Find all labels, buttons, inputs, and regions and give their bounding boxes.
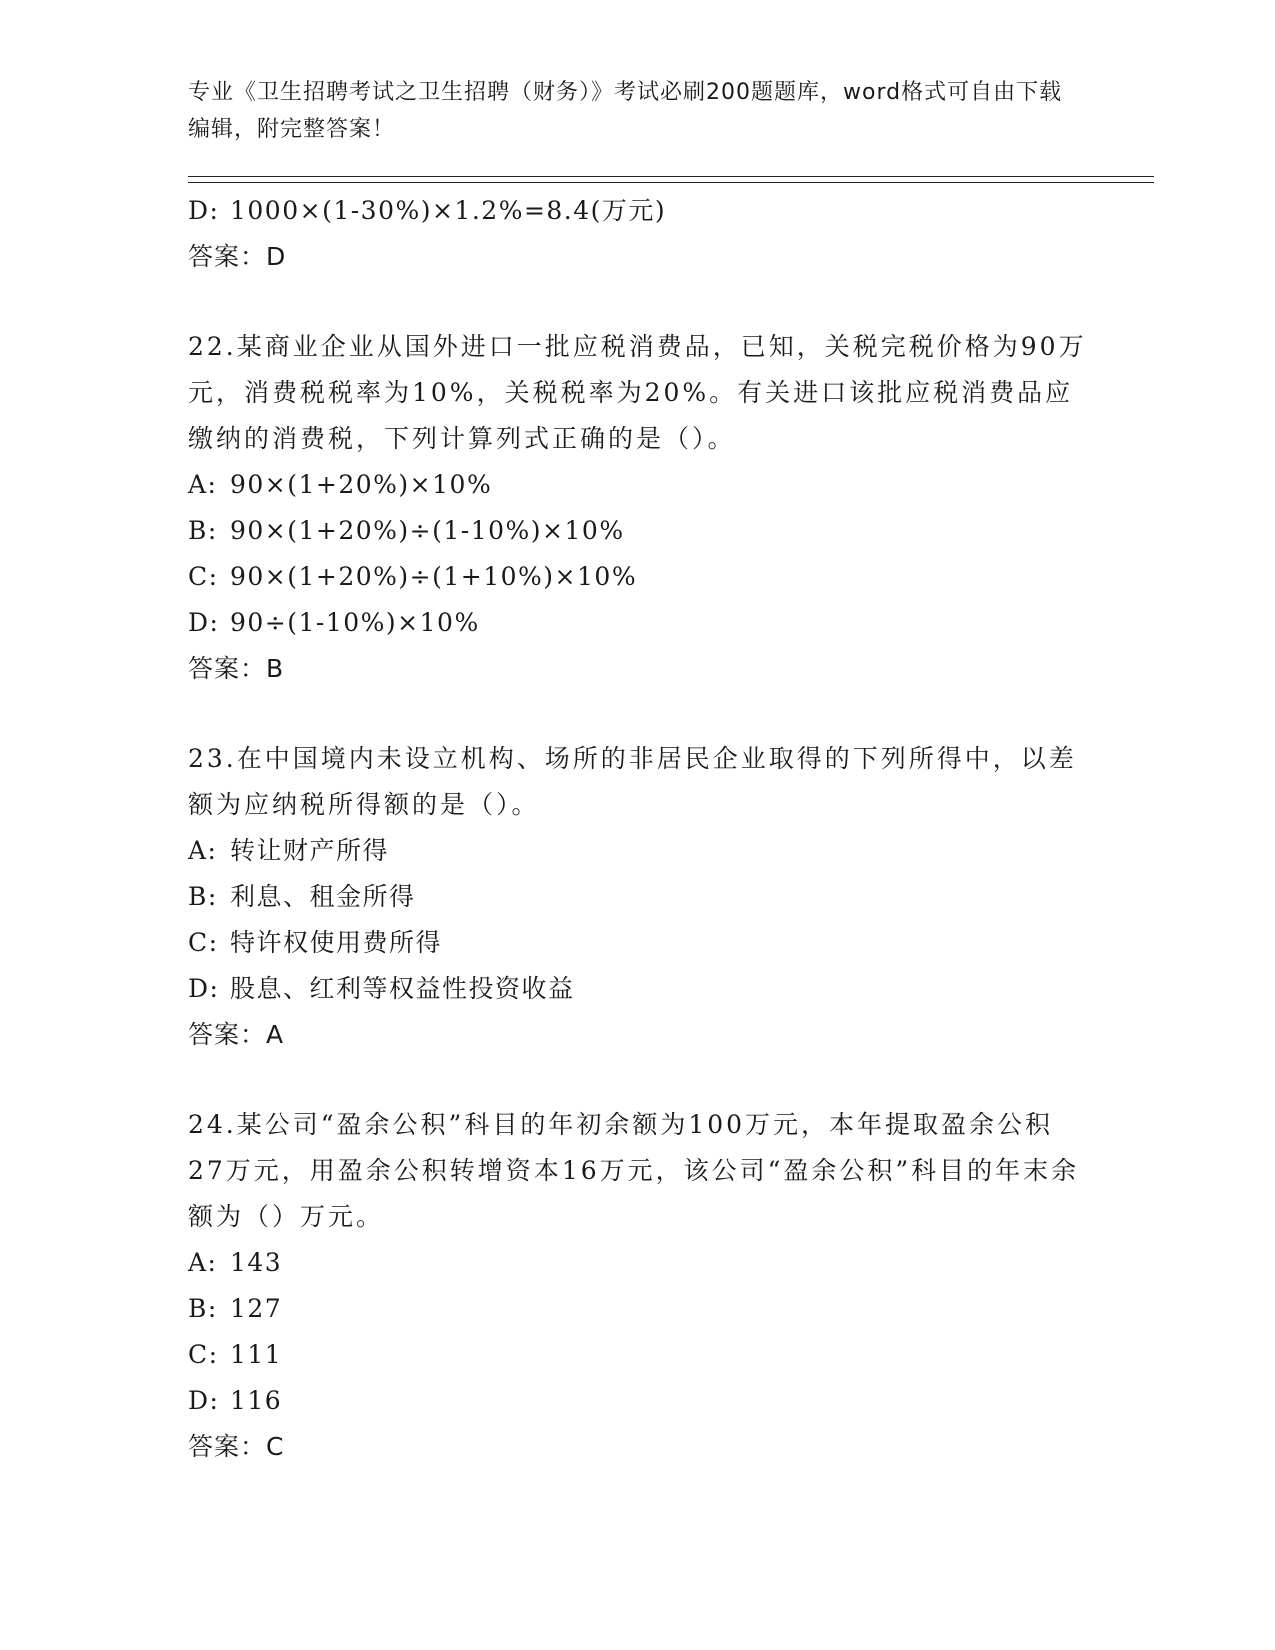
option-label: C: [188,562,219,591]
option-label: A: [188,836,218,865]
option-label: D: [188,1386,220,1415]
option-text: 90÷(1-10%)×10% [230,608,480,637]
option-a [188,1240,1088,1286]
option-text: 143 [230,1248,283,1277]
option-text: 90×(1+20%)÷(1-10%)×10% [230,516,625,545]
option-text: 111 [230,1340,283,1369]
option-label: D: [188,196,220,225]
option-label: A: [188,1248,218,1277]
option-label: D: [188,974,220,1003]
spacer [188,692,1088,736]
document-header: 专业《卫生招聘考试之卫生招聘（财务）》考试必刷200题题库，word格式可自由下载编辑，附完整答案！ [188,80,1063,142]
answer-line: 答案：D [188,242,287,271]
option-b [188,508,1088,554]
spacer [188,1058,1088,1102]
option-text: 116 [230,1386,283,1415]
option-label: C: [188,1340,219,1369]
option-b [188,874,1088,920]
option-text: 90×(1+20%)÷(1+10%)×10% [230,562,638,591]
option-c [188,1332,1088,1378]
option-b [188,1286,1088,1332]
header-divider-bottom [188,182,1154,183]
option-text: 1000×(1-30%)×1.2%=8.4(万元) [230,196,667,225]
option-d [188,966,1088,1012]
answer-line: 答案：B [188,654,285,683]
answer-line: 答案：A [188,1020,285,1049]
option-text: 90×(1+20%)×10% [230,470,493,499]
option-d [188,188,1088,234]
header-divider-top [188,176,1154,177]
option-text: 股息、红利等权益性投资收益 [230,974,575,1003]
option-text: 特许权使用费所得 [230,928,443,957]
answer-line: 答案：C [188,1432,285,1461]
option-c [188,920,1088,966]
option-label: D: [188,608,220,637]
option-d [188,1378,1088,1424]
option-a [188,828,1088,874]
option-label: B: [188,882,218,911]
question-22-text: 22.某商业企业从国外进口一批应税消费品，已知，关税完税价格为90万元，消费税税率为10%，关税税率为20%。有关进口该批应税消费品应缴纳的消费税，下列计算列式正确的是（）。 [188,332,1087,453]
option-text: 127 [230,1294,283,1323]
option-d [188,600,1088,646]
option-label: C: [188,928,219,957]
option-text: 利息、租金所得 [230,882,416,911]
spacer [188,280,1088,324]
document-body [188,188,1088,1470]
option-c [188,554,1088,600]
option-text: 转让财产所得 [230,836,390,865]
option-label: B: [188,1294,218,1323]
option-label: B: [188,516,218,545]
question-24-text: 24.某公司“盈余公积”科目的年初余额为100万元，本年提取盈余公积27万元，用盈余公积转增资本16万元，该公司“盈余公积”科目的年末余额为（）万元。 [188,1110,1080,1231]
question-23-text: 23.在中国境内未设立机构、场所的非居民企业取得的下列所得中，以差额为应纳税所得额的是（）。 [188,744,1077,819]
option-label: A: [188,470,218,499]
option-a [188,462,1088,508]
